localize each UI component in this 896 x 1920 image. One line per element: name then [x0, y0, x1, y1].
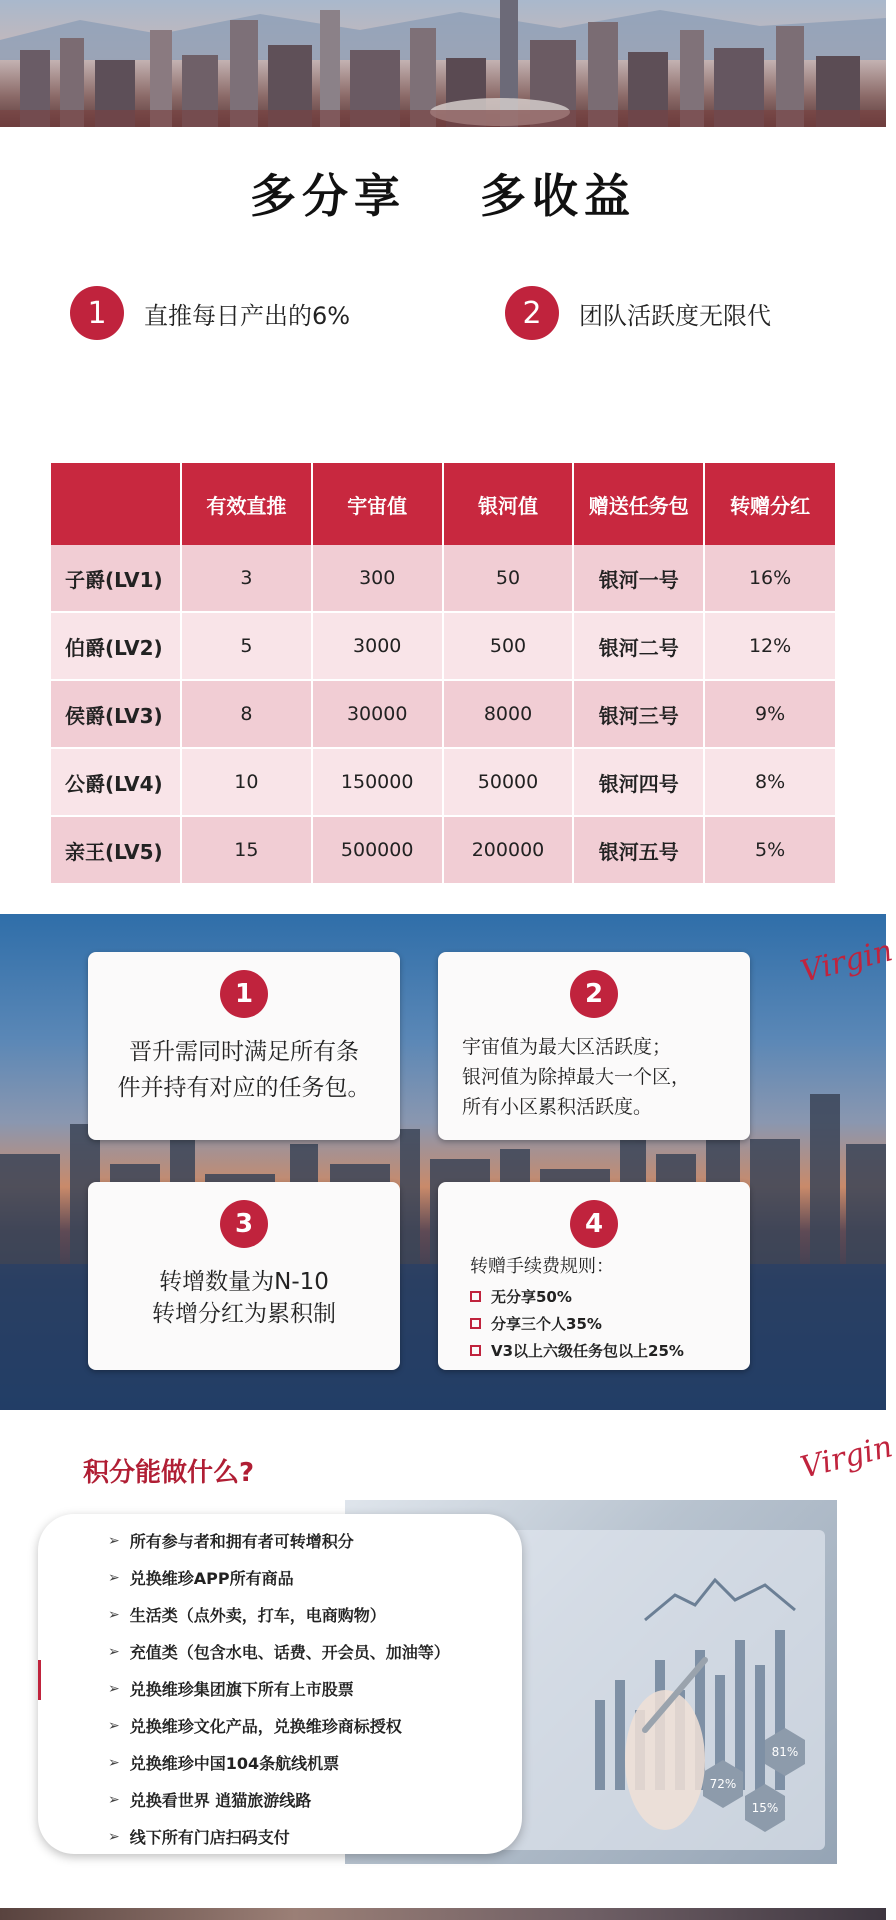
benefit-number-badge: 1 — [70, 286, 124, 340]
stat-label: 72% — [709, 1777, 737, 1791]
arrow-icon: ➢ — [108, 1829, 120, 1845]
table-header — [51, 463, 181, 545]
fee-rule-item — [470, 1340, 750, 1361]
list-item — [108, 1560, 450, 1597]
fee-rules-list — [470, 1286, 750, 1361]
list-item-text: 兑换维珍APP所有商品 — [129, 1569, 294, 1588]
page-headline — [0, 160, 886, 226]
table-row — [51, 545, 835, 612]
table-cell: 8 — [181, 680, 312, 748]
table-cell: 15 — [181, 816, 312, 884]
list-item — [108, 1597, 450, 1634]
table-cell: 3000 — [312, 612, 443, 680]
fee-rule-item — [470, 1286, 750, 1307]
stat-label: 81% — [771, 1745, 799, 1759]
rule-line: 所有小区累积活跃度。 — [462, 1096, 653, 1118]
table-cell: 10 — [181, 748, 312, 816]
table-cell: 500 — [443, 612, 574, 680]
rule-line: 银河值为除掉最大一个区， — [462, 1066, 691, 1088]
bottom-image-strip — [0, 1908, 886, 1920]
list-item-text: 兑换维珍集团旗下所有上市股票 — [129, 1680, 354, 1699]
benefit-item-1 — [70, 283, 350, 343]
benefit-number-badge: 2 — [505, 286, 559, 340]
accent-bar — [38, 1660, 41, 1700]
table-row — [51, 612, 835, 680]
fee-rules-title: 转赠手续费规则： — [470, 1256, 614, 1277]
table-cell: 9% — [704, 680, 835, 748]
rule-text — [88, 1266, 400, 1330]
list-item-text: 兑换维珍文化产品，兑换维珍商标授权 — [129, 1717, 402, 1736]
table-cell: 5% — [704, 816, 835, 884]
points-section-title: 积分能做什么? — [83, 1458, 255, 1488]
table-row — [51, 816, 835, 884]
rule-line: 转增数量为N-10 — [159, 1269, 329, 1295]
rule-card-2 — [438, 952, 750, 1140]
list-item-text: 所有参与者和拥有者可转增积分 — [129, 1532, 354, 1551]
list-item — [108, 1708, 450, 1745]
fee-rule-text: 分享三个人35% — [491, 1315, 602, 1333]
table-cell: 16% — [704, 545, 835, 612]
rule-line: 件并持有对应的任务包。 — [117, 1075, 371, 1101]
level-cell: 伯爵(LV2) — [51, 612, 181, 680]
checkbox-icon — [470, 1291, 481, 1302]
list-item — [108, 1671, 450, 1708]
level-cell: 侯爵(LV3) — [51, 680, 181, 748]
rule-card-3 — [88, 1182, 400, 1370]
table-cell: 500000 — [312, 816, 443, 884]
rule-number-badge: 1 — [220, 970, 268, 1018]
rule-text — [438, 1032, 750, 1122]
rules-section — [0, 914, 896, 1410]
rule-text — [88, 1034, 400, 1106]
rule-text — [438, 1252, 750, 1367]
level-cell: 子爵(LV1) — [51, 545, 181, 612]
list-item — [108, 1634, 450, 1671]
fee-rule-text: V3以上六级任务包以上25% — [491, 1342, 684, 1360]
table-cell: 200000 — [443, 816, 574, 884]
package-cell: 银河一号 — [573, 545, 704, 612]
arrow-icon: ➢ — [108, 1718, 120, 1734]
list-item — [108, 1782, 450, 1819]
table-cell: 8% — [704, 748, 835, 816]
arrow-icon: ➢ — [108, 1755, 120, 1771]
table-cell: 300 — [312, 545, 443, 612]
level-cell: 亲王(LV5) — [51, 816, 181, 884]
table-cell: 5 — [181, 612, 312, 680]
checkbox-icon — [470, 1318, 481, 1329]
list-item-text: 线下所有门店扫码支付 — [129, 1828, 290, 1847]
rule-number-badge: 4 — [570, 1200, 618, 1248]
stat-label: 15% — [751, 1801, 779, 1815]
table-cell: 50000 — [443, 748, 574, 816]
table-cell: 3 — [181, 545, 312, 612]
table-row — [51, 748, 835, 816]
table-header-row — [51, 463, 835, 545]
table-header: 有效直推 — [181, 463, 312, 545]
rule-number-badge: 3 — [220, 1200, 268, 1248]
package-cell: 银河四号 — [573, 748, 704, 816]
table-cell: 8000 — [443, 680, 574, 748]
table-cell: 30000 — [312, 680, 443, 748]
package-cell: 银河三号 — [573, 680, 704, 748]
checkbox-icon — [470, 1345, 481, 1356]
table-cell: 150000 — [312, 748, 443, 816]
arrow-icon: ➢ — [108, 1607, 120, 1623]
rule-line: 转增分红为累积制 — [152, 1301, 336, 1327]
table-header: 银河值 — [443, 463, 574, 545]
level-cell: 公爵(LV4) — [51, 748, 181, 816]
benefit-text: 直推每日产出的6% — [144, 301, 351, 330]
table-header: 赠送任务包 — [573, 463, 704, 545]
table-cell: 50 — [443, 545, 574, 612]
arrow-icon: ➢ — [108, 1533, 120, 1549]
list-item — [108, 1745, 450, 1782]
list-item-text: 充值类（包含水电、话费、开会员、加油等） — [129, 1643, 450, 1662]
arrow-icon: ➢ — [108, 1681, 120, 1697]
table-header: 转赠分红 — [704, 463, 835, 545]
rule-card-4 — [438, 1182, 750, 1370]
rule-number-badge: 2 — [570, 970, 618, 1018]
list-item — [108, 1523, 450, 1560]
rule-card-1 — [88, 952, 400, 1140]
arrow-icon: ➢ — [108, 1644, 120, 1660]
benefit-item-2 — [505, 283, 771, 343]
table-cell: 12% — [704, 612, 835, 680]
table-header: 宇宙值 — [312, 463, 443, 545]
points-list — [108, 1523, 450, 1856]
rule-line: 晋升需同时满足所有条 — [129, 1039, 359, 1065]
arrow-icon: ➢ — [108, 1792, 120, 1808]
package-cell: 银河二号 — [573, 612, 704, 680]
list-item-text: 兑换看世界 逍猫旅游线路 — [129, 1791, 312, 1810]
list-item — [108, 1819, 450, 1856]
virgin-logo: Virgin — [797, 933, 896, 990]
arrow-icon: ➢ — [108, 1570, 120, 1586]
list-item-text: 生活类（点外卖，打车，电商购物） — [129, 1606, 386, 1625]
list-item-text: 兑换维珍中国104条航线机票 — [129, 1754, 340, 1773]
benefit-text: 团队活跃度无限代 — [579, 301, 771, 330]
package-cell: 银河五号 — [573, 816, 704, 884]
headline-right: 多收益 — [480, 169, 636, 223]
rule-line: 宇宙值为最大区活跃度； — [462, 1036, 672, 1058]
city-skyline-banner — [0, 0, 886, 127]
fee-rule-text: 无分享50% — [491, 1288, 572, 1306]
headline-left: 多分享 — [249, 169, 406, 223]
table-row — [51, 680, 835, 748]
level-table — [51, 463, 835, 885]
fee-rule-item — [470, 1313, 750, 1334]
virgin-logo: Virgin — [797, 1429, 896, 1486]
